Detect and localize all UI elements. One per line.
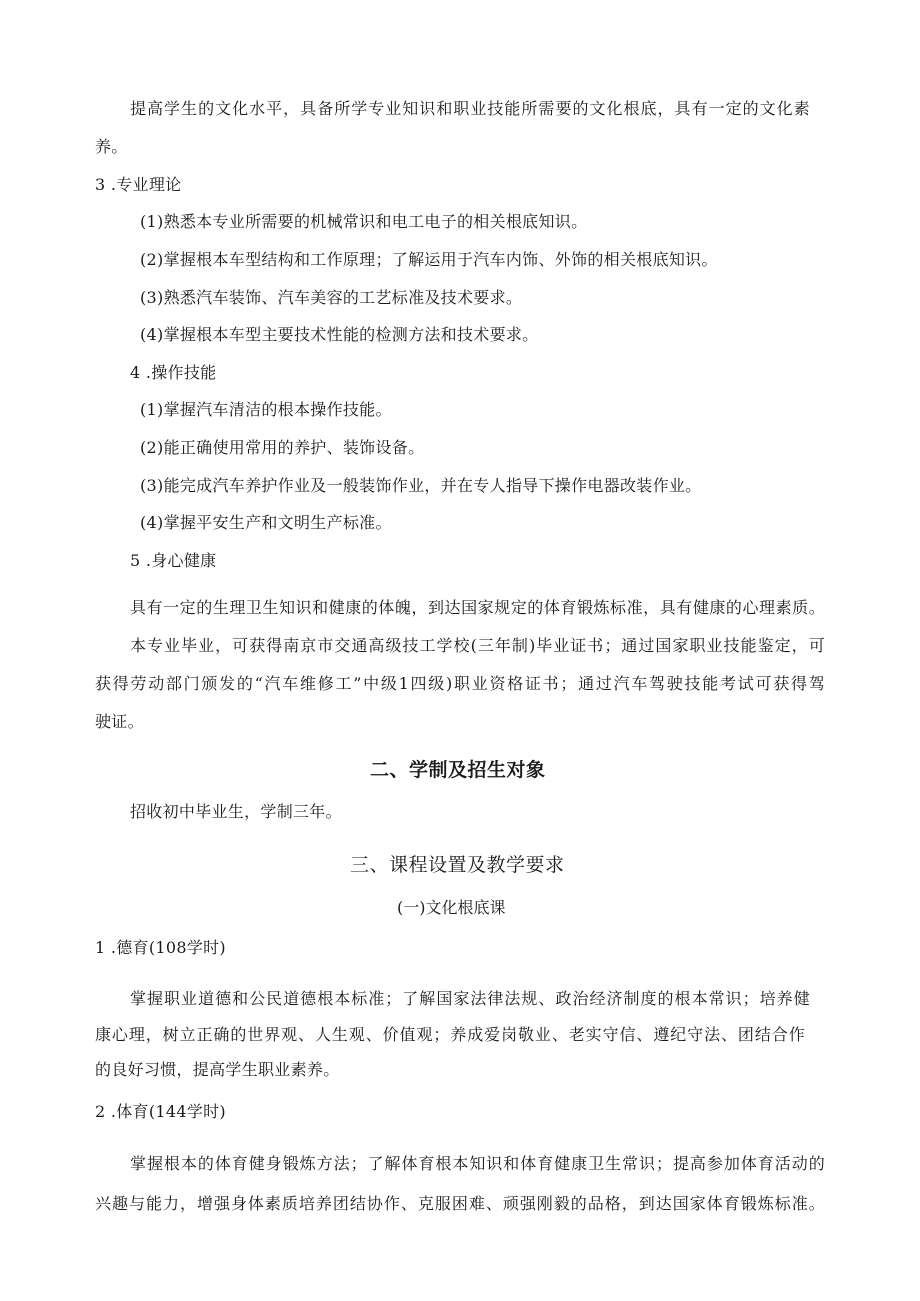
paragraph-line: 康心理，树立正确的世界观、人生观、价值观；养成爱岗敬业、老实守信、遵纪守法、团结合作	[95, 1025, 805, 1044]
paragraph-line: 招收初中毕业生，学制三年。	[130, 802, 342, 821]
course-heading: 2 .体育(144学时)	[95, 1102, 226, 1121]
list-item: (2)掌握根本车型结构和工作原理；了解运用于汽车内饰、外饰的相关根底知识。	[140, 250, 718, 269]
paragraph-line: 的良好习惯，提高学生职业素养。	[95, 1060, 340, 1079]
paragraph-line: 驶证。	[95, 712, 144, 731]
paragraph-line: 兴趣与能力，增强身体素质培养团结协作、克服困难、顽强刚毅的品格，到达国家体育锻炼标准。	[95, 1194, 825, 1213]
list-item: (4)掌握根本车型主要技术性能的检测方法和技术要求。	[140, 325, 539, 344]
paragraph-line: 本专业毕业，可获得南京市交通高级技工学校(三年制)毕业证书；通过国家职业技能鉴定，可	[130, 636, 825, 655]
section-heading: 5 .身心健康	[130, 551, 217, 570]
paragraph-line: 掌握根本的体育健身锻炼方法；了解体育根本知识和体育健康卫生常识；提高参加体育活动的	[130, 1154, 825, 1173]
paragraph-line: 掌握职业道德和公民道德根本标准；了解国家法律法规、政治经济制度的根本常识；培养健	[130, 989, 810, 1008]
paragraph-line: 提高学生的文化水平，具备所学专业知识和职业技能所需要的文化根底，具有一定的文化素	[130, 99, 810, 118]
list-item: (1)熟悉本专业所需要的机械常识和电工电子的相关根底知识。	[140, 212, 588, 231]
subsection-title: (一)文化根底课	[397, 898, 506, 917]
part-title: 二、学制及招生对象	[370, 759, 546, 781]
list-item: (2)能正确使用常用的养护、装饰设备。	[140, 438, 425, 457]
section-heading: 3 .专业理论	[95, 175, 182, 194]
paragraph-line: 具有一定的生理卫生知识和健康的体魄，到达国家规定的体育锻炼标准，具有健康的心理素质。	[130, 598, 825, 617]
course-heading: 1 .德育(108学时)	[95, 938, 226, 957]
list-item: (1)掌握汽车清洁的根本操作技能。	[140, 400, 392, 419]
list-item: (4)掌握平安生产和文明生产标准。	[140, 513, 392, 532]
part-title: 三、课程设置及教学要求	[350, 854, 565, 876]
list-item: (3)能完成汽车养护作业及一般装饰作业，并在专人指导下操作电器改装作业。	[140, 476, 702, 495]
list-item: (3)熟悉汽车装饰、汽车美容的工艺标准及技术要求。	[140, 288, 523, 307]
paragraph-line: 养。	[95, 137, 128, 156]
section-heading: 4 .操作技能	[130, 363, 217, 382]
paragraph-line: 获得劳动部门颁发的“汽车维修工”中级1四级)职业资格证书；通过汽车驾驶技能考试可获得驾	[95, 674, 825, 693]
